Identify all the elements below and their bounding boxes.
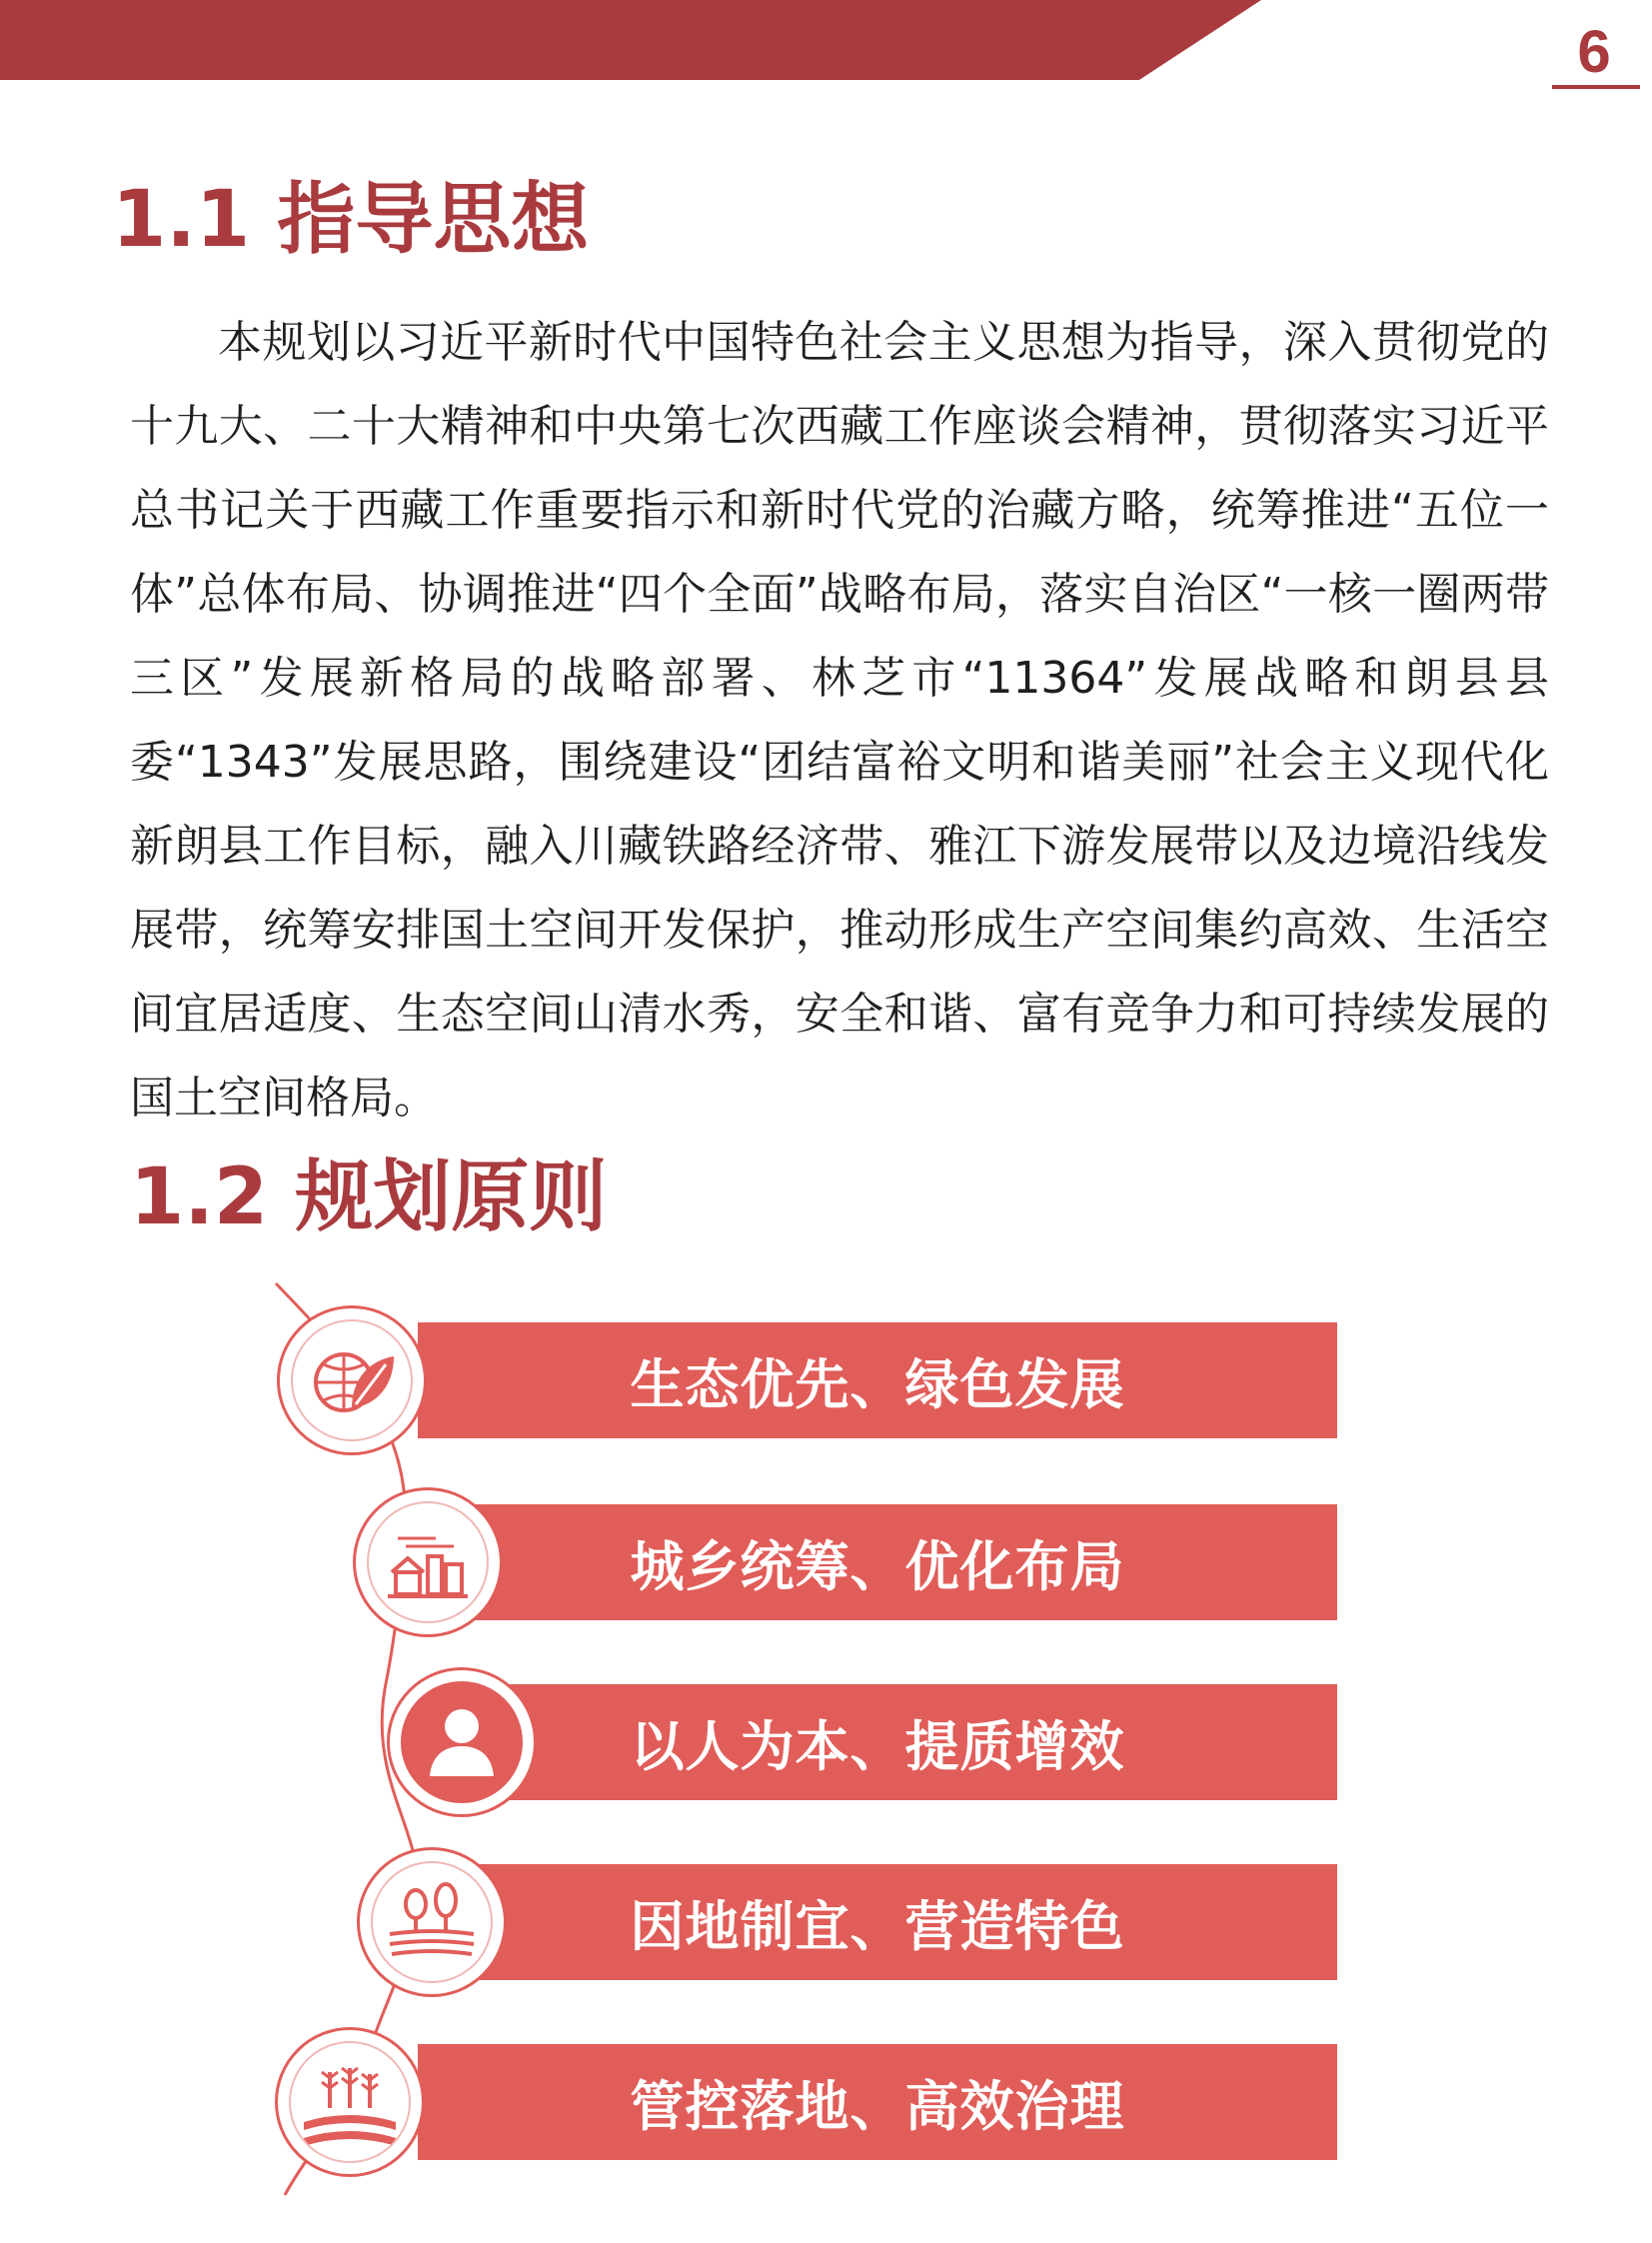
principle-label: 城乡统筹、优化布局 xyxy=(630,1534,1125,1598)
header-band xyxy=(0,0,1652,120)
page-number-underline xyxy=(1552,85,1640,89)
principle-bar-people xyxy=(418,1684,1337,1800)
principle-bar-ecology xyxy=(418,1322,1337,1438)
principle-icon-ecology xyxy=(277,1305,427,1455)
principle-label: 因地制宜、营造特色 xyxy=(630,1894,1125,1958)
section-heading-guiding-ideology: 1.1 指导思想 xyxy=(112,175,590,265)
page-number: 6 xyxy=(1577,18,1611,85)
principle-icon-governance xyxy=(275,2027,425,2177)
principle-bar-local-conditions xyxy=(418,1864,1337,1980)
principle-bar-governance xyxy=(418,2044,1337,2160)
principle-label: 以人为本、提质增效 xyxy=(630,1714,1125,1778)
globe-leaf-icon xyxy=(291,1319,413,1441)
principle-bar-urban-rural xyxy=(418,1504,1337,1620)
guiding-ideology-paragraph: 本规划以习近平新时代中国特色社会主义思想为指导，深入贯彻党的十九大、二十大精神和中央第七次西藏工作座谈会精神，贯彻落实习近平总书记关于西藏工作重要指示和新时代党的治藏方略，统筹推进“五位一体”总体布局、协调推进“四个全面”战略布局，落实自治区“一核一圈两带三区”发展新格局的战略部署、林芝市“11364”发展战略和朗县县委“1343”发展思路，围绕建设“团结富裕文明和谐美丽”社会主义现代化新朗县工作目标，融入川藏铁路经济带、雅江下游发展带以及边境沿线发展带，统筹安排国土空间开发保护，推动形成生产空间集约高效、生活空间宜居适度、生态空间山清水秀，安全和谐、富有竞争力和可持续发展的国土空间格局。 xyxy=(130,317,1549,1123)
section-heading-planning-principles: 1.2 规划原则 xyxy=(130,1152,608,1242)
wheat-field-icon xyxy=(289,2041,411,2163)
principle-label: 管控落地、高效治理 xyxy=(630,2074,1125,2138)
principle-label: 生态优先、绿色发展 xyxy=(630,1352,1125,1416)
